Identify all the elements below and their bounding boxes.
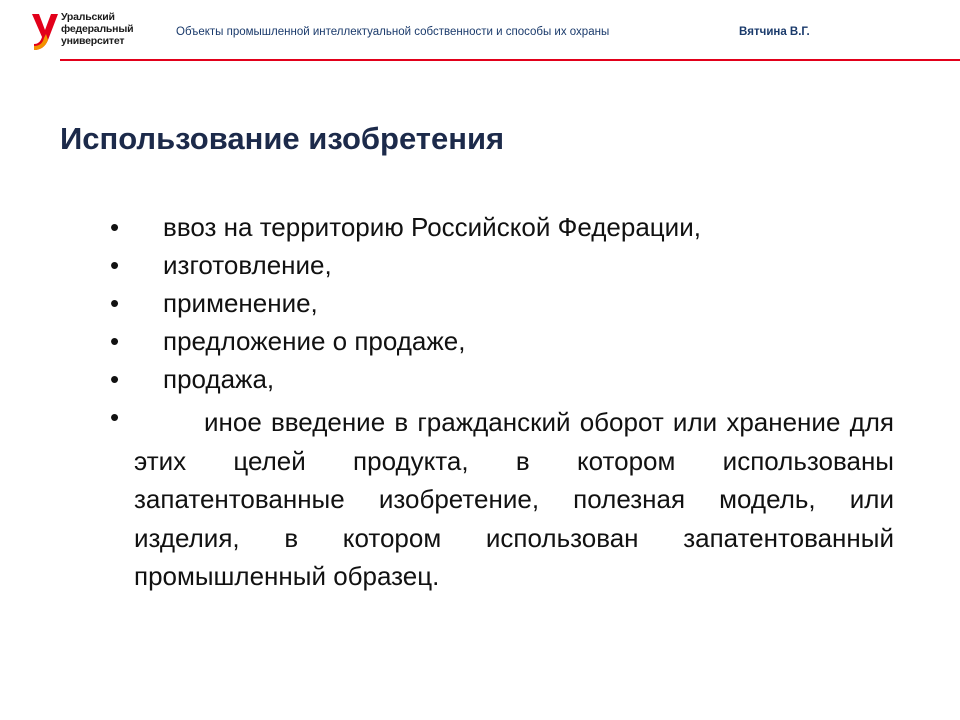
- list-item-text: изготовление,: [163, 250, 332, 280]
- logo-line-1: Уральский: [61, 11, 115, 23]
- bullet-marker: •: [110, 288, 120, 318]
- list-item-text: предложение о продаже,: [163, 326, 466, 356]
- presentation-title: Объекты промышленной интеллектуальной собственности и способы их охраны: [176, 26, 610, 38]
- logo-wordmark: [61, 11, 133, 47]
- header-divider: [60, 59, 960, 61]
- bullet-marker: •: [110, 250, 120, 280]
- author-name: Вятчина В.Г.: [739, 26, 810, 38]
- bullet-marker: •: [110, 326, 120, 356]
- list-item-text: ввоз на территорию Российской Федерации,: [163, 212, 701, 242]
- university-logo: [30, 10, 165, 54]
- slide-title: Использование изобретения: [60, 121, 505, 156]
- logo-line-3: университет: [61, 35, 125, 47]
- urfu-logo-icon: [30, 10, 60, 52]
- list-item-text: иное введение в гражданский оборот или хранение для этих целей продукта, в котором использованы запатентованные изобретение, полезная модель, или изделия, в котором использован запатентованный промышленный образец.: [134, 407, 894, 592]
- list-item-paragraph: [134, 403, 894, 596]
- bullet-marker: •: [110, 364, 120, 394]
- bullet-marker: •: [110, 212, 120, 242]
- list-item-text: продажа,: [163, 364, 275, 394]
- header: [0, 0, 960, 62]
- list-item-text: применение,: [163, 288, 318, 318]
- bullet-marker: •: [110, 402, 120, 432]
- logo-line-2: федеральный: [61, 23, 134, 35]
